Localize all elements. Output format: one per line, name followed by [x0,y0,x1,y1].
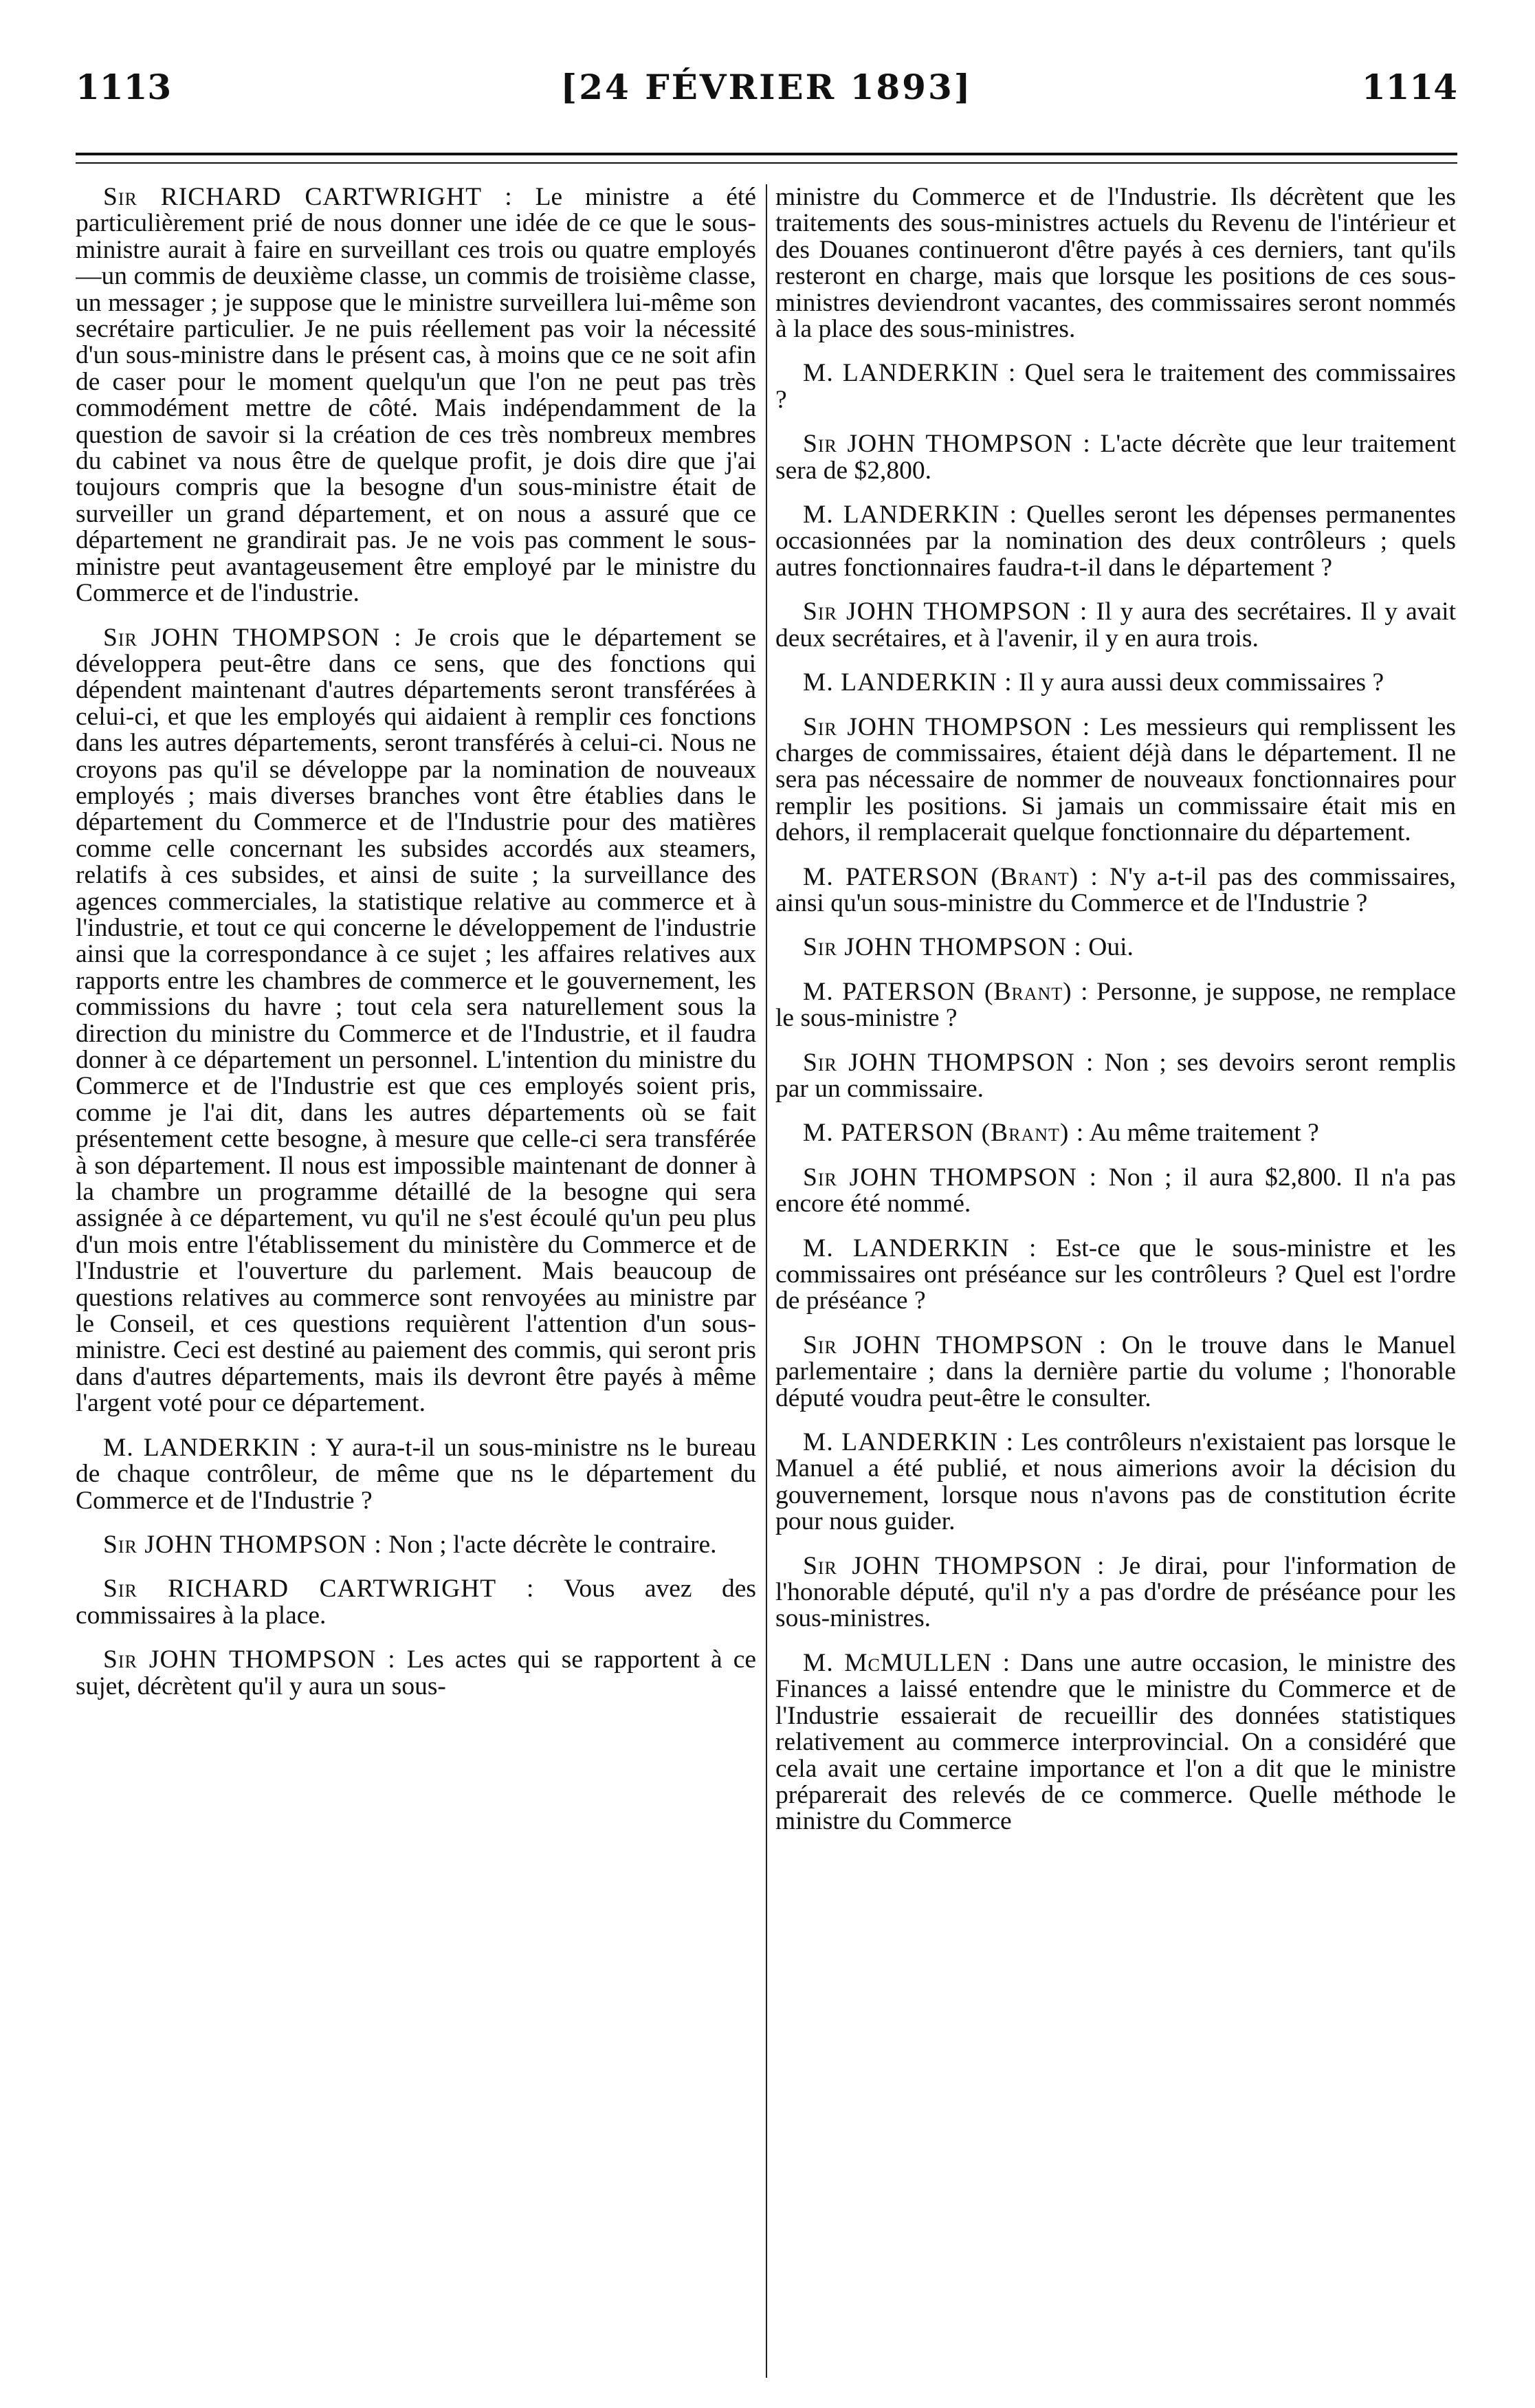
speaker-name: Sir JOHN THOMPSON : [803,933,1082,962]
speaker-name: M. PATERSON (Brant) : [803,977,1089,1006]
paragraph [775,714,1456,846]
page-number-right: 1114 [1361,67,1457,107]
paragraph-text: Je crois que le département se développera peut-être dans ce sens, que des fonctions qui dépendent maintenant d'autres départements seront transférées à celui-ci, et que les employés qui aidaient à remplir ces fonctions dans les autres départements, seront transférés à celui-ci. Nous ne croyons pas qu'il se développe par la nomination de nouveaux employés ; mais diverses branches vont être établies dans le département du Commerce et de l'Industrie pour des matières comme celle concernant les subsides accordés aux steamers, relatifs à ces subsides, et ainsi de suite ; la surveillance des agences commerciales, la statistique relative au commerce et à l'industrie, et tout ce qui concerne le développement de l'industrie ainsi que la correspondance à ce sujet ; les affaires relatives aux rapports entre les chambres de commerce et le gouvernement, les commissions du havre ; tout cela sera naturellement sous la direction du ministre du Commerce et de l'Industrie, et il faudra donner à ce département un personnel. L'intention du ministre du Commerce et de l'Industrie est que ces employés soient pris, comme je l'ai dit, dans les autres départements où se fait présentement cette besogne, à mesure que celle-ci sera transférée à son département. Il nous est impossible maintenant de donner à la chambre un programme détaillé de la besogne qui sera assignée à ce département, vu qu'il ne s'est écoulé qu'un peu plus d'un mois entre l'établissement du ministère du Commerce et de l'Industrie et l'ouverture du parlement. Mais beaucoup de questions relatives au commerce sont renvoyées au ministre par le Conseil, et ces questions requièrent l'attention d'un sous-ministre. Ceci est destiné au paiement des commis, qui seront pris dans d'autres départements, mais ils devront être payés à même l'argent voté pour ce département. [76,623,756,1418]
header-rule-thick [76,153,1457,155]
speaker-name: M. LANDERKIN : [803,501,1017,529]
speaker-name: Sir JOHN THOMPSON : [803,1048,1094,1077]
paragraph-text: Personne, je suppose, ne remplace le sous-ministre ? [775,977,1456,1033]
speaker-name: Sir RICHARD CARTWRIGHT : [103,184,513,211]
paragraph-text: ministre du Commerce et de l'Industrie. Ils décrètent que les traitements des sous-ministres actuels du Revenu de l'intérieur et des Douanes continueront d'être payés à ces derniers, tant qu'ils resteront en charge, mais que lorsque les positions de ces sous-ministres deviendront vacantes, des commissaires seront nommés à la place des sous-ministres. [775,184,1456,344]
speaker-name: Sir JOHN THOMPSON : [803,430,1091,459]
speaker-name: Sir JOHN THOMPSON : [803,712,1091,741]
header-rule-thin [76,162,1457,164]
paragraph-text: Au même traitement ? [1089,1119,1319,1148]
paragraph [775,864,1456,917]
paragraph [775,360,1456,413]
paragraph [775,979,1456,1032]
speaker-name: M. McMULLEN : [803,1648,1011,1677]
speaker-name: Sir JOHN THOMPSON : [803,1551,1105,1580]
paragraph [775,1236,1456,1315]
paragraph-text: L'acte décrète que leur traitement sera de $2,800. [775,430,1456,485]
speaker-name: Sir JOHN THOMPSON : [803,1163,1097,1192]
speaker-name: M. LANDERKIN : [103,1433,318,1462]
speaker-name: M. LANDERKIN : [803,1428,1015,1457]
speaker-name: M. PATERSON (Brant) : [803,862,1098,891]
paragraph [775,670,1456,696]
paragraph-text: Il y aura des secrétaires. Il y avait deux secrétaires, et à l'avenir, il y en aura trois. [775,598,1456,653]
page-number-left: 1113 [76,67,172,107]
speaker-name: Sir JOHN THOMPSON : [803,1331,1107,1359]
paragraph-text: Dans une autre occasion, le ministre des Finances a laissé entendre que le ministre du Commerce et de l'Industrie essaierait de recueillir des données statistiques relativement au commerce interprovincial. On a considéré que cela avait une certaine importance et l'on a dit que le ministre préparerait des relevés de ce commerce. Quelle méthode le ministre du Commerce [775,1648,1456,1836]
paragraph [76,625,756,1417]
page-header [76,63,1457,111]
speaker-name: Sir JOHN THOMPSON : [803,598,1088,626]
paragraph [76,184,756,607]
column-divider [766,184,767,2378]
paragraph-text: Il y aura aussi deux commissaires ? [1018,668,1384,697]
paragraph-text: Non ; il aura $2,800. Il n'a pas encore été nommé. [775,1163,1456,1218]
speaker-name: Sir JOHN THOMPSON : [103,623,402,652]
paragraph-text: Quelles seront les dépenses permanentes occasionnées par la nomination des deux contrôleurs ; quels autres fonctionnaires faudra-t-il dans le département ? [775,501,1456,582]
paragraph [775,502,1456,581]
paragraph-text: Est-ce que le sous-ministre et les commissaires ont préséance sur les contrôleurs ? Quel est l'ordre de préséance ? [775,1234,1456,1315]
paragraph [775,184,1456,342]
paragraph-text: Les contrôleurs n'existaient pas lorsque le Manuel a été publié, et nous aimerions avoir la décision du gouvernement, lorsque nous n'avons pas de constitution écrite pour nous guider. [775,1428,1456,1536]
right-column [775,184,1456,2385]
paragraph-text: Quel sera le traitement des commissaires ? [775,359,1456,414]
paragraph-text: Oui. [1088,933,1134,962]
speaker-name: Sir JOHN THOMPSON : [103,1530,382,1559]
paragraph-text: Je dirai, pour l'information de l'honorable député, qu'il n'y a pas d'ordre de préséance pour les sous-ministres. [775,1551,1456,1633]
paragraph [775,1165,1456,1218]
speaker-name: M. LANDERKIN : [803,359,1017,388]
paragraph [775,934,1456,961]
paragraph-text: Non ; ses devoirs seront remplis par un commissaire. [775,1048,1456,1103]
paragraph [775,1553,1456,1632]
paragraph [76,1532,756,1558]
paragraph [775,599,1456,652]
paragraph [775,431,1456,484]
paragraph-text: Les actes qui se rapportent à ce sujet, décrètent qu'il y aura un sous- [76,1645,756,1700]
speaker-name: M. PATERSON (Brant) : [803,1119,1085,1148]
speaker-name: M. LANDERKIN : [803,668,1013,697]
paragraph [775,1120,1456,1146]
paragraph-text: Y aura-t-il un sous-ministre ns le bureau de chaque contrôleur, de même que ns le département du Commerce et de l'Industrie ? [76,1433,756,1515]
paragraph [775,1050,1456,1103]
paragraph-text: Le ministre a été particulièrement prié de nous donner une idée de ce que le sous-ministre aurait à faire en surveillant ces trois ou quatre employés—un commis de deuxième classe, un commis de troisième classe, un messager ; je suppose que le ministre surveillera lui-même son secrétaire particulier. Je ne puis réellement pas voir la nécessité d'un sous-ministre dans le présent cas, à moins que ce ne soit afin de caser pour le moment quelqu'un que l'on ne peut pas très commodément mettre de côté. Mais indépendamment de la question de savoir si la création de ces très nombreux membres du cabinet va nous être de quelque profit, je dois dire que j'ai toujours compris que la besogne d'un sous-ministre était de surveiller un grand département, et on nous a assuré que ce département ne grandirait pas. Je ne vois pas comment le sous-ministre peut avantageusement être employé par le ministre du Commerce et de l'industrie. [76,184,756,608]
paragraph [775,1333,1456,1412]
speaker-name: Sir RICHARD CARTWRIGHT : [103,1575,535,1603]
paragraph-text: N'y a-t-il pas des commissaires, ainsi qu'un sous-ministre du Commerce et de l'Industrie ? [775,862,1456,917]
paragraph [775,1650,1456,1835]
paragraph [76,1647,756,1700]
speaker-name: Sir JOHN THOMPSON : [103,1645,396,1674]
speaker-name: M. LANDERKIN : [803,1234,1037,1262]
paragraph [76,1435,756,1514]
paragraph [76,1576,756,1629]
paragraph-text: Non ; l'acte décrète le contraire. [388,1530,717,1559]
left-column [76,184,756,2385]
paragraph-text: Vous avez des commissaires à la place. [76,1575,756,1630]
paragraph-text: Les messieurs qui remplissent les charges de commissaires, étaient déjà dans le département. Il ne sera pas nécessaire de nommer de nouveaux fonctionnaires pour remplir les positions. Si jamais un commissaire était mis en dehors, il remplacerait quelque fonctionnaire du département. [775,712,1456,847]
paragraph-text: On le trouve dans le Manuel parlementaire ; dans la dernière partie du volume ; l'honorable député voudra peut-être le consulter. [775,1331,1456,1412]
paragraph [775,1430,1456,1535]
header-date: [24 FÉVRIER 1893] [560,67,973,107]
